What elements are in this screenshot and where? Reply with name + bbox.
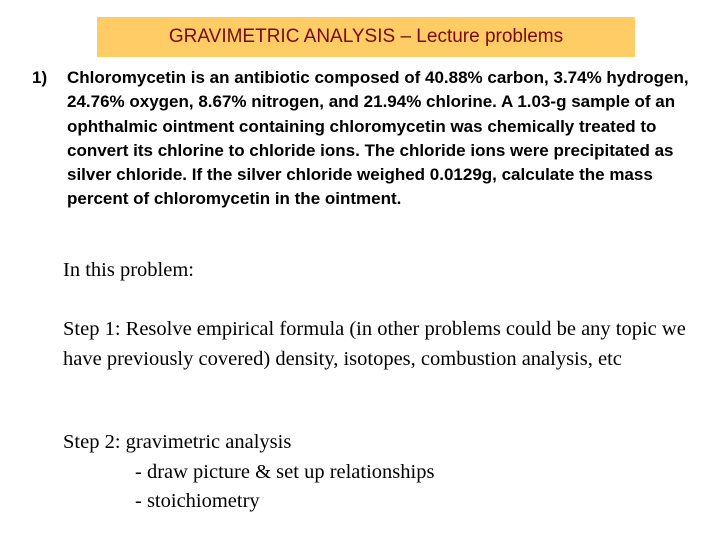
- problem-number: 1): [32, 68, 48, 87]
- step-2-heading: Step 2: gravimetric analysis: [63, 431, 292, 453]
- page-title: GRAVIMETRIC ANALYSIS – Lecture problems: [168, 26, 564, 47]
- step-2-item: - draw picture & set up relationships: [135, 460, 435, 483]
- title-banner: [97, 17, 635, 57]
- step-2-item: - stoichiometry: [135, 490, 260, 512]
- problem-text: Chloromycetin is an antibiotic composed of 40.88% carbon, 3.74% hydrogen, 24.76% oxygen, 8.67% nitrogen, and 21.94% chlorine. A 1.03-g sample of an ophthalmic ointment containing chloromycetin was chemically treated to convert its chlorine to chloride ions. The chloride ions were precipitated as silver chloride. If the silver chloride weighed 0.0129g, calculate the mass percent of chloromycetin in the ointment.: [67, 68, 689, 209]
- step-1-text: Step 1: Resolve empirical formula (in other problems could be any topic we have previously covered) density, isotopes, combustion analysis, etc: [63, 318, 686, 370]
- problem-statement: [32, 66, 692, 212]
- intro-text: In this problem:: [63, 259, 194, 281]
- step-2-block: [63, 428, 713, 517]
